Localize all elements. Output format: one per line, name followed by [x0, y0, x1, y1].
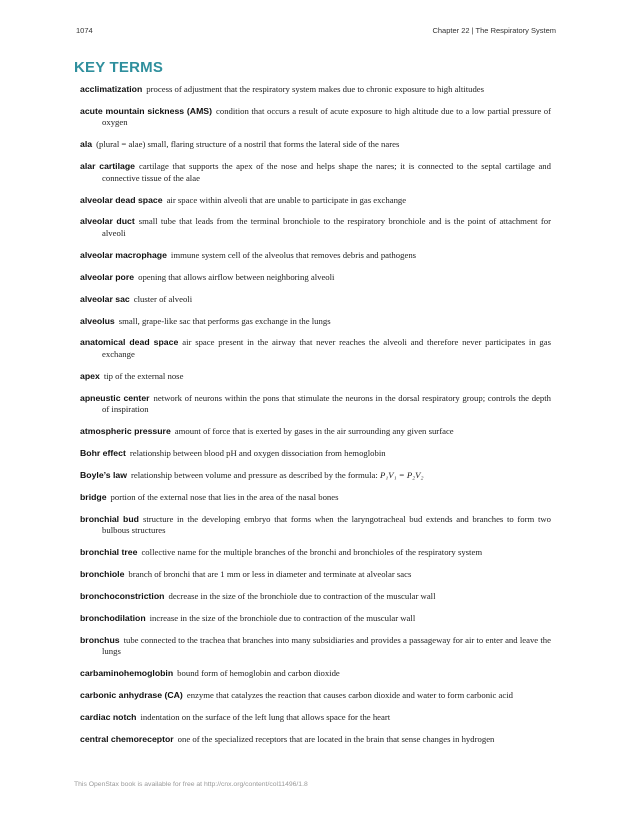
key-term-definition: (plural = alae) small, flaring structure of a nostril that forms the lateral side of the nares [96, 139, 400, 150]
key-term-name: alveolar macrophage [80, 249, 167, 260]
key-term-name: bridge [80, 491, 107, 502]
chapter-title: Chapter 22 | The Respiratory System [432, 26, 556, 35]
key-term-entry [80, 84, 551, 96]
key-term-entry [80, 547, 551, 559]
key-term-name: alveolar duct [80, 216, 135, 227]
key-term-definition: network of neurons within the pons that stimulate the neurons in the dorsal respiratory group; controls the depth of inspiration [102, 392, 551, 415]
key-term-name: bronchiole [80, 568, 125, 579]
key-term-entry [80, 393, 551, 416]
key-term-name: bronchial tree [80, 547, 138, 558]
key-term-entry [80, 195, 551, 207]
key-term-definition: opening that allows airflow between neighboring alveoli [138, 271, 335, 282]
section-title: KEY TERMS [74, 59, 164, 76]
key-term-entry [80, 712, 551, 724]
key-term-definition: process of adjustment that the respiratory system makes due to chronic exposure to high altitudes [146, 84, 485, 94]
running-header [76, 26, 556, 38]
key-term-definition: portion of the external nose that lies in the area of the nasal bones [110, 491, 339, 502]
key-term-name: alveolar pore [80, 271, 135, 282]
key-term-entry [80, 635, 551, 658]
key-term-definition: cluster of alveoli [133, 293, 193, 304]
key-term-entry [80, 448, 551, 460]
key-term-definition: relationship between volume and pressure as described by the formula: [131, 469, 380, 480]
key-term-entry [80, 569, 551, 581]
key-term-name: apneustic center [80, 392, 150, 403]
key-term-entry [80, 294, 551, 306]
key-term-definition: branch of bronchi that are 1 mm or less in diameter and terminate at alveolar sacs [128, 568, 412, 579]
key-term-entry [80, 734, 551, 746]
formula: P₁V₁ = P₂V₂ [379, 469, 424, 480]
key-term-name: carbaminohemoglobin [80, 667, 174, 678]
key-term-entry [80, 470, 551, 482]
key-term-definition: decrease in the size of the bronchiole due to contraction of the muscular wall [168, 590, 436, 601]
key-term-entry [80, 139, 551, 151]
key-term-definition: bound form of hemoglobin and carbon dioxide [177, 667, 340, 678]
key-term-name: alveolus [80, 315, 115, 326]
page-number: 1074 [76, 26, 93, 35]
key-term-definition: one of the specialized receptors that are located in the brain that sense changes in hydrogen [177, 733, 495, 744]
key-term-entry [80, 337, 551, 360]
key-term-definition: condition that occurs a result of acute exposure to high altitude due to a low partial pressure of oxygen [102, 105, 551, 128]
key-term-entry [80, 426, 551, 438]
key-term-name: bronchodilation [80, 612, 146, 623]
key-term-entry [80, 316, 551, 328]
key-term-definition: structure in the developing embryo that forms when the laryngotracheal bud extends and branches to form two bulbous structures [102, 513, 551, 536]
key-term-name: Boyle’s law [80, 469, 127, 480]
key-term-name: carbonic anhydrase (CA) [80, 689, 183, 700]
key-term-name: ala [80, 139, 93, 150]
key-term-entry [80, 514, 551, 537]
key-term-definition: cartilage that supports the apex of the nose and helps shape the nares; it is connected to the septal cartilage and connective tissue of the alae [102, 161, 551, 183]
key-term-name: atmospheric pressure [80, 426, 171, 437]
key-term-definition: small, grape-like sac that performs gas exchange in the lungs [118, 315, 331, 326]
key-term-entry [80, 613, 551, 625]
key-term-definition: amount of force that is exerted by gases in the air surrounding any given surface [174, 426, 454, 437]
key-term-definition: tip of the external nose [103, 370, 184, 381]
footer-note: This OpenStax book is available for free at http://cnx.org/content/col11496/1.8 [74, 781, 308, 788]
key-term-definition: tube connected to the trachea that branches into many subsidiaries and provides a passageway for air to enter and leave the lungs [102, 634, 551, 657]
key-term-entry [80, 690, 551, 702]
key-term-definition: increase in the size of the bronchiole due to contraction of the muscular wall [149, 612, 416, 623]
key-term-name: acclimatization [80, 84, 143, 94]
key-term-definition: small tube that leads from the terminal bronchiole to the respiratory bronchiole and is the point of attachment for alveoli [102, 216, 551, 238]
key-term-entry [80, 371, 551, 383]
key-term-definition: enzyme that catalyzes the reaction that causes carbon dioxide and water to form carbonic acid [186, 689, 513, 700]
key-term-name: alveolar sac [80, 293, 130, 304]
key-term-definition: immune system cell of the alveolus that removes debris and pathogens [170, 249, 417, 260]
key-term-entry [80, 161, 551, 184]
key-term-definition: air space present in the airway that never reaches the alveoli and therefore never participates in gas exchange [102, 337, 551, 359]
key-term-entry [80, 106, 551, 129]
key-term-name: apex [80, 370, 100, 381]
key-term-name: acute mountain sickness (AMS) [80, 105, 212, 116]
key-term-entry [80, 591, 551, 603]
key-term-entry [80, 216, 551, 239]
key-term-name: bronchial bud [80, 513, 139, 524]
key-term-definition: air space within alveoli that are unable to participate in gas exchange [166, 194, 407, 205]
key-term-name: bronchoconstriction [80, 590, 165, 601]
key-term-name: central chemoreceptor [80, 733, 174, 744]
key-terms-list [80, 84, 551, 756]
key-term-name: Bohr effect [80, 447, 126, 458]
key-term-name: anatomical dead space [80, 337, 179, 348]
key-term-definition: indentation on the surface of the left lung that allows space for the heart [140, 711, 391, 722]
key-term-name: cardiac notch [80, 711, 137, 722]
key-term-entry [80, 492, 551, 504]
key-term-entry [80, 272, 551, 284]
key-term-name: bronchus [80, 634, 120, 645]
key-term-definition: relationship between blood pH and oxygen dissociation from hemoglobin [129, 447, 386, 458]
key-term-entry [80, 250, 551, 262]
key-term-name: alveolar dead space [80, 194, 163, 205]
key-term-entry [80, 668, 551, 680]
key-term-definition: collective name for the multiple branches of the bronchi and bronchioles of the respiratory system [141, 547, 483, 558]
key-term-name: alar cartilage [80, 161, 135, 172]
